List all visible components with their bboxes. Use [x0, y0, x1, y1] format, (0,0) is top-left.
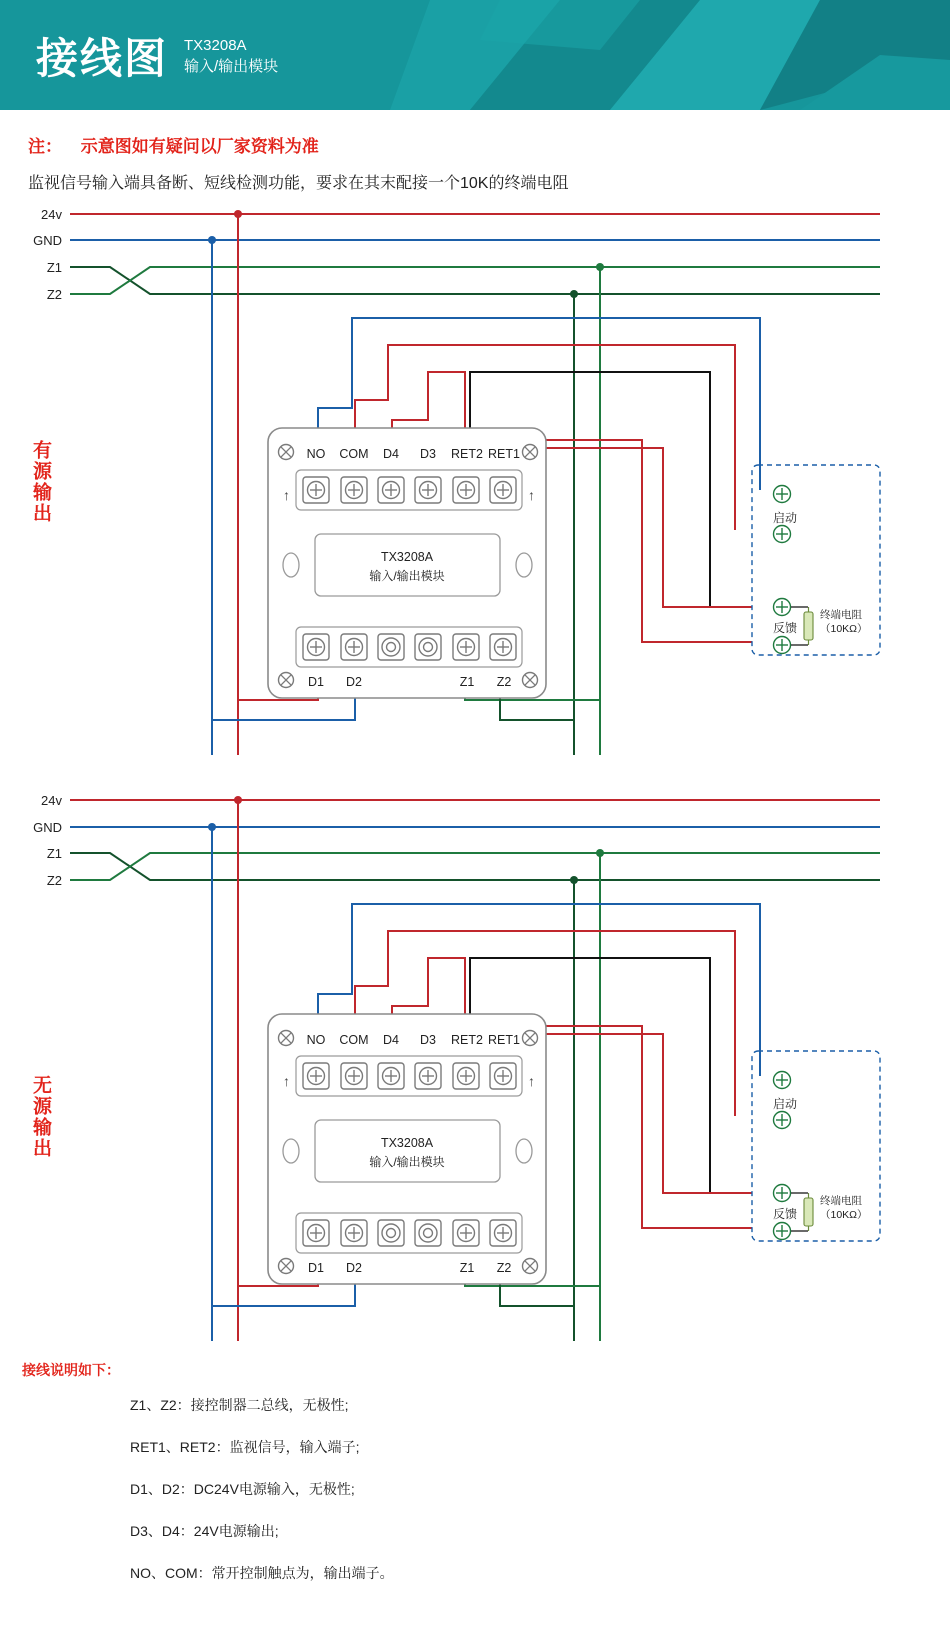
resistor-label-name: 终端电阻: [820, 609, 862, 621]
page-title: 接线图: [36, 35, 169, 82]
footer-line-5: NO、COM：常开控制触点为，输出端子。: [130, 1565, 394, 1581]
footer-line-3: D1、D2：DC24V电源输入，无极性;: [130, 1481, 355, 1497]
terminal-label-d1-2: D1: [308, 1261, 324, 1275]
arrow-up-right-icon: ↑: [528, 487, 535, 503]
terminal-label-no-2: NO: [306, 1033, 326, 1047]
side-label-unpowered-output: 无源输出: [29, 1075, 51, 1159]
bus-label-gnd: GND: [33, 233, 62, 248]
device-label-start: 启动: [772, 511, 798, 525]
header-model: TX3208A: [184, 36, 247, 54]
arrow-up-left-icon: ↑: [283, 487, 290, 503]
terminal-label-com: COM: [339, 447, 369, 461]
terminal-label-ret2-2: RET2: [451, 1033, 483, 1047]
note-warning: 示意图如有疑问以厂家资料为准: [80, 137, 319, 156]
bus-label-24v: 24v: [41, 207, 62, 222]
section-powered-output: [33, 207, 880, 755]
bus-label-z1-2: Z1: [46, 846, 62, 861]
footer-line-2: RET1、RET2：监视信号，输入端子;: [130, 1439, 360, 1455]
terminal-label-d2-2: D2: [346, 1261, 362, 1275]
module-powered: [268, 428, 546, 698]
terminal-label-ret1: RET1: [488, 447, 520, 461]
terminal-label-d1: D1: [308, 675, 324, 689]
header-subtitle: 输入/输出模块: [184, 58, 279, 76]
section-unpowered-output: [33, 793, 880, 1341]
module-desc-2: 输入/输出模块: [369, 1155, 445, 1169]
terminal-label-d3-2: D3: [420, 1033, 436, 1047]
footer-list: [130, 1395, 394, 1605]
arrow-up-right-icon-2: ↑: [528, 1073, 535, 1089]
terminal-label-z2-bottom: Z2: [496, 675, 512, 689]
terminal-label-d4: D4: [383, 447, 399, 461]
module-desc: 输入/输出模块: [369, 569, 445, 583]
device-label-start-2: 启动: [772, 1097, 798, 1111]
module-name-2: TX3208A: [380, 1136, 434, 1150]
terminal-label-no: NO: [306, 447, 326, 461]
bus-label-gnd-2: GND: [33, 820, 62, 835]
resistor-label-value: （10KΩ）: [820, 623, 868, 635]
terminal-label-ret1-2: RET1: [488, 1033, 520, 1047]
terminal-label-d3: D3: [420, 447, 436, 461]
bus-label-z2: Z2: [46, 287, 62, 302]
terminal-label-d2: D2: [346, 675, 362, 689]
terminal-label-z1-bottom-2: Z1: [459, 1261, 475, 1275]
terminal-label-com-2: COM: [339, 1033, 369, 1047]
resistor-label-name-2: 终端电阻: [820, 1195, 862, 1207]
footer-title: 接线说明如下：: [22, 1362, 120, 1378]
footer-line-4: D3、D4：24V电源输出;: [130, 1523, 279, 1539]
footer-line-1: Z1、Z2：接控制器二总线，无极性;: [130, 1397, 349, 1413]
bus-label-24v-2: 24v: [41, 793, 62, 808]
external-device-powered: [752, 465, 880, 655]
resistor-label-value-2: （10KΩ）: [820, 1209, 868, 1221]
terminal-label-z2-bottom-2: Z2: [496, 1261, 512, 1275]
terminal-label-ret2: RET2: [451, 447, 483, 461]
side-label-powered-output: 有源输出: [29, 440, 51, 524]
bus-label-z1: Z1: [46, 260, 62, 275]
terminal-label-d4-2: D4: [383, 1033, 399, 1047]
note-label: 注：: [28, 137, 62, 156]
arrow-up-left-icon-2: ↑: [283, 1073, 290, 1089]
module-unpowered: [268, 1014, 546, 1284]
external-device-unpowered: [752, 1051, 880, 1241]
terminal-label-z1-bottom: Z1: [459, 675, 475, 689]
device-label-feedback-2: 反馈: [772, 1207, 798, 1221]
device-label-feedback: 反馈: [772, 621, 798, 635]
note-description: 监视信号输入端具备断、短线检测功能，要求在其末配接一个10K的终端电阻: [28, 175, 569, 192]
module-name: TX3208A: [380, 550, 434, 564]
bus-label-z2-2: Z2: [46, 873, 62, 888]
